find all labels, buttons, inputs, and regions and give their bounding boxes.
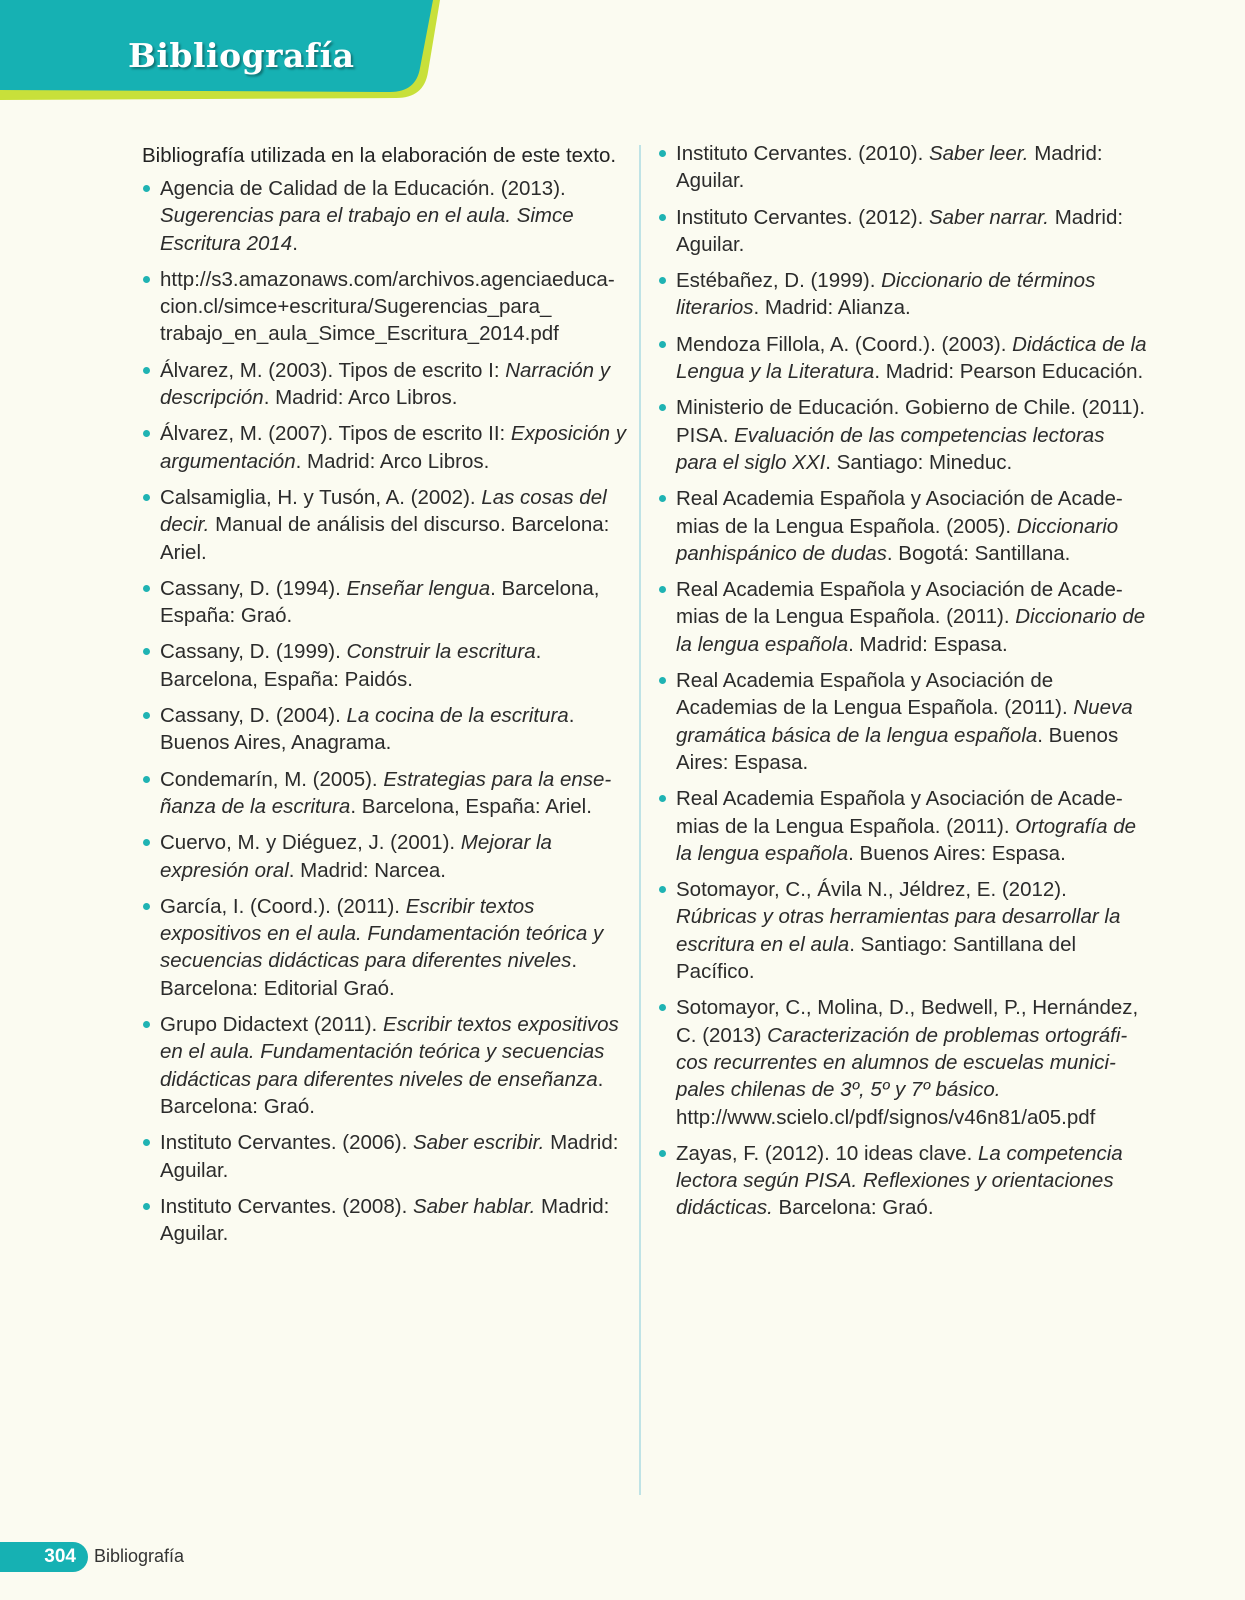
entry-title: Sugerencias para el trabajo en el aula. Simce Escritura 2014 bbox=[160, 204, 574, 255]
bibliography-entry bbox=[658, 1140, 1148, 1222]
entry-title: Saber escribir. bbox=[412, 1131, 545, 1155]
bibliography-entry bbox=[658, 576, 1148, 658]
entry-title: Diccionario de la lengua española bbox=[676, 605, 1146, 656]
entry-authors: Instituto Cervantes. (2006). bbox=[160, 1131, 413, 1155]
bibliography-entry bbox=[142, 638, 632, 693]
bibliography-entry bbox=[142, 1193, 632, 1248]
entry-authors: Real Academia Española y Asociación de Academias de la Lengua Española. (2011). bbox=[676, 669, 1074, 720]
entry-authors: Cassany, D. (1994). bbox=[160, 576, 347, 600]
bibliography-entry bbox=[658, 267, 1148, 322]
entry-publisher: . Madrid: Pearson Educación. bbox=[874, 360, 1144, 384]
entry-authors: http://s3.amazonaws.com/archivos.agenciaeduca-cion.cl/simce+escritura/Sugerencias_para_ trabajo_en_aula_Simce_Escritura_2014.pdf bbox=[160, 267, 615, 346]
entry-title: Mejorar la expresión oral bbox=[160, 831, 552, 882]
bibliography-intro: Bibliografía utilizada en la elaboración de este texto. bbox=[142, 144, 617, 167]
entry-authors: Zayas, F. (2012). 10 ideas clave. bbox=[676, 1141, 978, 1165]
entry-publisher: Barcelona: Graó. bbox=[772, 1196, 934, 1220]
bibliography-entry bbox=[142, 484, 632, 566]
bibliography-entry bbox=[142, 175, 632, 257]
bibliography-entry bbox=[142, 766, 632, 821]
bibliography-entry bbox=[142, 575, 632, 630]
entry-title: Saber hablar. bbox=[412, 1194, 536, 1218]
bibliography-right-column bbox=[658, 140, 1148, 1231]
entry-title: La cocina de la escritura bbox=[346, 704, 569, 728]
entry-publisher: . Barcelona, España: Paidós. bbox=[160, 640, 542, 691]
page-title: Bibliografía bbox=[128, 36, 355, 75]
entry-title: Saber leer. bbox=[928, 142, 1029, 165]
bibliography-entry bbox=[658, 204, 1148, 259]
entry-authors: Mendoza Fillola, A. (Coord.). (2003). bbox=[676, 332, 1013, 356]
entry-authors: Sotomayor, C., Molina, D., Bedwell, P., Hernández, C. (2013) bbox=[676, 996, 1139, 1047]
bibliography-entry bbox=[658, 140, 1148, 195]
bibliography-entry bbox=[658, 876, 1148, 985]
bibliography-entry bbox=[658, 331, 1148, 386]
entry-publisher: . Buenos Aires: Espasa. bbox=[848, 841, 1066, 865]
entry-publisher: . Santiago: Santillana del Pacífico. bbox=[676, 932, 1077, 984]
entry-authors: Sotomayor, C., Ávila N., Jéldrez, E. (2012). bbox=[676, 878, 1067, 902]
entry-title: Nueva gramática básica de la lengua española bbox=[676, 696, 1133, 747]
entry-authors: Agencia de Calidad de la Educación. (2013). bbox=[160, 177, 566, 200]
entry-title: Escribir textos expositivos en el aula. Fundamentación teórica y secuencias didácticas para diferentes niveles de enseñanza bbox=[160, 1013, 619, 1091]
bibliography-entry bbox=[142, 266, 632, 348]
entry-authors: Instituto Cervantes. (2012). bbox=[676, 205, 929, 229]
bibliography-entry bbox=[142, 420, 632, 475]
entry-authors: Álvarez, M. (2007). Tipos de escrito II: bbox=[160, 422, 511, 446]
entry-title: Exposición y argumentación bbox=[160, 422, 627, 473]
entry-authors: Ministerio de Educación. Gobierno de Chile. (2011). PISA. bbox=[676, 396, 1146, 447]
page-number: 304 bbox=[0, 1542, 88, 1572]
entry-title: La competencia lectora según PISA. Reflexiones y orientaciones didácticas. bbox=[676, 1141, 1123, 1220]
entry-title: Construir la escritura bbox=[346, 640, 536, 664]
bibliography-entry bbox=[142, 357, 632, 412]
entry-title: Narración y descripción bbox=[160, 358, 611, 410]
entry-authors: Grupo Didactext (2011). bbox=[160, 1013, 383, 1037]
entry-publisher: . bbox=[292, 231, 298, 255]
entry-publisher: Madrid: Aguilar. bbox=[676, 142, 1103, 193]
entry-authors: Instituto Cervantes. (2010). bbox=[676, 142, 929, 165]
entry-publisher: Madrid: Aguilar. bbox=[160, 1194, 610, 1246]
entry-authors: Instituto Cervantes. (2008). bbox=[160, 1194, 413, 1218]
entry-title: Diccionario panhispánico de dudas bbox=[676, 514, 1119, 565]
entry-title: Didáctica de la Lengua y la Literatura bbox=[676, 332, 1147, 384]
entry-title: Caracterización de problemas ortográfi-cos recurrentes en alumnos de escuelas munici-pales chilenas de 3º, 5º y 7º básico. bbox=[676, 1023, 1128, 1102]
bibliography-entry bbox=[658, 394, 1148, 476]
entry-publisher: . Santiago: Mineduc. bbox=[825, 450, 1013, 474]
entry-publisher: Madrid: Aguilar. bbox=[160, 1131, 619, 1182]
entry-title: Diccionario de términos literarios bbox=[676, 269, 1096, 320]
entry-title: Estrategias para la ense-ñanza de la escritura bbox=[160, 767, 612, 818]
bibliography-entry bbox=[142, 702, 632, 757]
entry-title: Ortografía de la lengua española bbox=[676, 814, 1137, 865]
entry-publisher: . Buenos Aires: Espasa. bbox=[676, 723, 1119, 774]
column-divider bbox=[639, 145, 641, 1495]
entry-publisher: . Buenos Aires, Anagrama. bbox=[160, 704, 575, 755]
header-banner bbox=[0, 0, 450, 105]
entry-authors: Real Academia Española y Asociación de Acade-mias de la Lengua Española. (2011). bbox=[676, 787, 1123, 838]
entry-publisher: . Barcelona: Graó. bbox=[160, 1067, 604, 1118]
entry-authors: Calsamiglia, H. y Tusón, A. (2002). bbox=[160, 485, 482, 509]
bibliography-list-right bbox=[658, 140, 1148, 1222]
entry-authors: Real Academia Española y Asociación de Acade-mias de la Lengua Española. (2011). bbox=[676, 578, 1123, 629]
bibliography-left-column bbox=[142, 140, 632, 1256]
bibliography-entry bbox=[142, 829, 632, 884]
entry-publisher: . Barcelona: Editorial Graó. bbox=[160, 949, 578, 1000]
entry-title: Escribir textos expositivos en el aula. Fundamentación teórica y secuencias didácticas para diferentes niveles bbox=[160, 894, 604, 973]
entry-publisher: . Madrid: Alianza. bbox=[753, 296, 911, 320]
bibliography-entry bbox=[658, 785, 1148, 867]
entry-publisher: . Barcelona, España: Ariel. bbox=[350, 794, 592, 818]
entry-publisher: Madrid: Aguilar. bbox=[676, 205, 1124, 256]
bibliography-entry bbox=[142, 1129, 632, 1184]
entry-publisher: . Bogotá: Santillana. bbox=[886, 541, 1071, 565]
entry-publisher: Manual de análisis del discurso. Barcelona: Ariel. bbox=[160, 513, 610, 564]
entry-title: Las cosas del decir. bbox=[160, 485, 607, 537]
entry-authors: Álvarez, M. (2003). Tipos de escrito I: bbox=[160, 358, 506, 382]
bibliography-entry bbox=[658, 667, 1148, 776]
entry-authors: Cassany, D. (2004). bbox=[160, 704, 347, 728]
entry-authors: Cuervo, M. y Diéguez, J. (2001). bbox=[160, 831, 461, 855]
bibliography-entry bbox=[142, 1011, 632, 1120]
entry-authors: Estébañez, D. (1999). bbox=[676, 269, 882, 293]
entry-publisher: . Madrid: Arco Libros. bbox=[263, 386, 458, 410]
entry-authors: Real Academia Española y Asociación de Acade-mias de la Lengua Española. (2005). bbox=[676, 487, 1123, 538]
entry-authors: Condemarín, M. (2005). bbox=[160, 767, 384, 791]
entry-publisher: . Madrid: Arco Libros. bbox=[295, 449, 490, 473]
entry-title: Evaluación de las competencias lectoras para el siglo XXI bbox=[676, 423, 1105, 474]
bibliography-entry bbox=[658, 994, 1148, 1130]
entry-publisher: . Madrid: Narcea. bbox=[288, 858, 446, 882]
footer-section-label: Bibliografía bbox=[94, 1546, 185, 1566]
bibliography-entry bbox=[658, 485, 1148, 567]
entry-title: Saber narrar. bbox=[928, 205, 1049, 229]
bibliography-entry bbox=[142, 893, 632, 1002]
entry-authors: Cassany, D. (1999). bbox=[160, 640, 347, 664]
entry-publisher: . Barcelona, España: Graó. bbox=[160, 576, 600, 628]
entry-publisher: http://www.scielo.cl/pdf/signos/v46n81/a05.pdf bbox=[676, 1105, 1096, 1129]
entry-authors: García, I. (Coord.). (2011). bbox=[160, 894, 406, 918]
entry-publisher: . Madrid: Espasa. bbox=[848, 632, 1008, 656]
entry-title: Enseñar lengua bbox=[346, 576, 491, 600]
entry-title: Rúbricas y otras herramientas para desarrollar la escritura en el aula bbox=[676, 905, 1121, 956]
bibliography-list-left bbox=[142, 175, 632, 1247]
